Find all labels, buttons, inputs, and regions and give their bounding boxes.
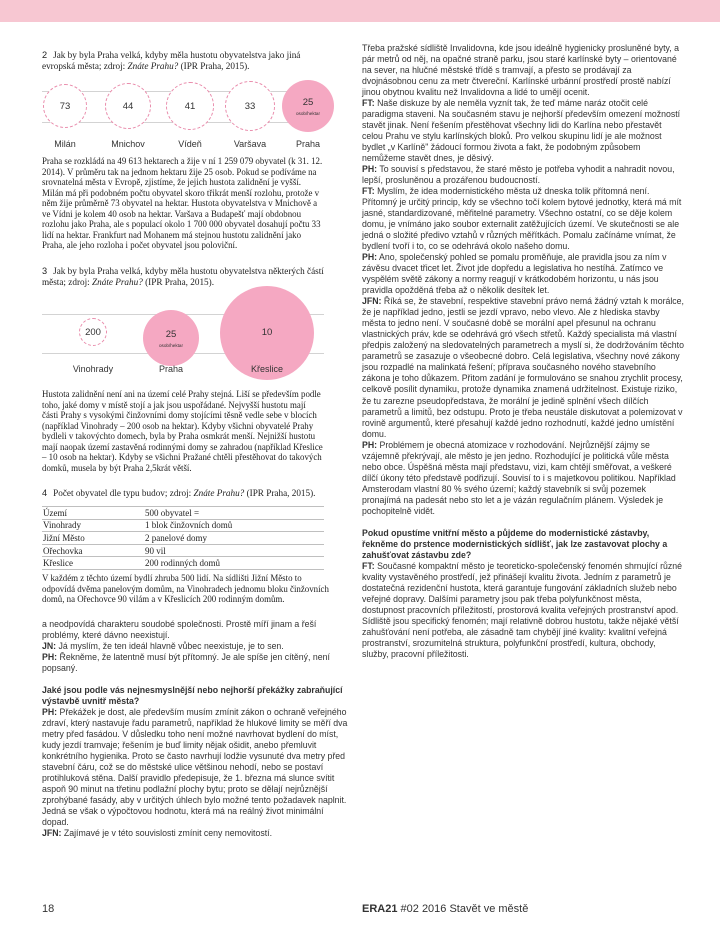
issue-title: #02 2016 Stavět ve městě [400, 903, 529, 915]
table-cell: 90 vil [144, 544, 324, 557]
bubble-label: Varšava [233, 139, 267, 149]
speaker-initials: PH: [362, 439, 378, 450]
caption-text: Počet obyvatel dle typu budov; [53, 488, 168, 498]
density-bubble [166, 82, 214, 130]
article-paragraph: PH: Řekněme, že latentně musí být přítomný. Je ale spíše jen cítěný, není popsaný. [42, 652, 330, 674]
table-row [42, 519, 324, 532]
speaker-initials: JN: [42, 641, 57, 652]
article-paragraph: PH: To souvisí s představou, že staré město je potřeba vyhodit a nahradit novou, lepší, prosluněnou a prozářenou budoucností. [362, 164, 675, 186]
top-color-bar [0, 0, 720, 22]
bubble-label: Křeslice [250, 364, 283, 374]
caption-text: Jak by byla Praha velká, kdyby měla hustotu obyvatelstva některých částí města; [42, 266, 324, 287]
caption-number: 3 [42, 266, 48, 276]
table-cell: Křeslice [42, 557, 144, 570]
bubble-value: 73 [59, 101, 71, 112]
caption-source-suffix: (IPR Praha, 2015). [145, 277, 215, 287]
table-cell: Ořechovka [42, 544, 144, 557]
density-bubble [105, 83, 151, 129]
speaker-initials: JFN: [42, 828, 62, 839]
table-cell: 200 rodinných domů [144, 557, 324, 570]
speaker-initials: FT: [362, 560, 375, 571]
table-cell: 1 blok činžovních domů [144, 519, 324, 532]
article-column-left [42, 619, 348, 839]
bubble-value: 25 [165, 329, 177, 340]
table-row [42, 507, 324, 520]
bubble-unit: osob/hektar [158, 343, 183, 348]
caption-source-title: Znáte Prahu? [193, 488, 245, 498]
density-bubble [143, 310, 199, 366]
density-bubble [43, 84, 87, 128]
article-paragraph: Třeba pražské sídliště Invalidovna, kde jsou ideálně hygienicky prosluněné byty, a pár metrů od něj, na opačné straně parku, jsou staré karlínské byty – orientované na sever, na hlučné městské třídě s tramvají, a přesto se prodávají za dvojnásobnou cenu za metr čtvereční. Karlínské urbánní prostředí prostě nabízí jinou obytnou kvalitu než Invalidovna a lidé to umějí ocenit. [362, 43, 679, 98]
table-cell: Jižní Město [42, 532, 144, 545]
caption-source-suffix: (IPR Praha, 2015). [180, 61, 250, 71]
figure-text-4: V každém z těchto území bydlí zhruba 500 lidí. Na sídlišti Jižní Město to odpovídá dvěma panelovým domům, na Vinohradech jednomu bloku činžovních domů, na Ořechovce 90 vilám a v Křeslicích 200 rodinným domům. [42, 573, 329, 604]
building-type-table [42, 506, 324, 570]
speaker-initials: PH: [42, 707, 58, 718]
page-number: 18 [42, 903, 55, 915]
table-row [42, 544, 324, 557]
figure-text-3: Hustota zalidnění není ani na území celé Prahy stejná. Liší se především podle toho, jaké domy v místě stojí a jak jsou uspořádané. Nejvyšší hustotu mají části Prahy s vysokými činžovními domy stojícími těsně vedle sebe v blocích (například Vinohrady – 200 osob na hektar). Kdyby všichni obyvatelé Prahy bydleli v takovýchto domech, byla by Praha osmkrát menší. Nejnižší hustotu mají naopak území zastavěná rodinnými domy se zahradou (například Křeslice – 10 osob na hektar). Kdyby se všichni Pražané chtěli přestěhovat do takových domků, musela by být Praha 2,5krát větší. [42, 389, 323, 473]
bubble-unit: osob/hektar [295, 111, 320, 116]
footer-issue [362, 903, 528, 915]
article-paragraph: PH: Překážek je dost, ale především musím zmínit zákon o ochraně veřejného zdraví, který nastavuje řadu parametrů, například že hlukové limity se měří dva metry před fasádou. V důsledku toho není možné navrhovat bydlení do míst, kudy jezdí tramvaje; řešením je buď limity nějak ošidit, anebo přemluvit konkrétního hygienika. Proto se často navrhují lodžie vysunuté dva metry před stavební čáru, což se do městské ulice většinou nehodí, nebo se postaví protihluková stěna. Další pravidlo předepisuje, že 1. března má slunce svítit aspoň 90 minut na třetinu podlažní plochy bytu; proto se dělají nejrůznější zprohýbané fasády, aby v určitých úhlech bylo možné tento požadavek naplnit. Jedná se však o výpočtovou hodnotu, která má na reálný život minimální dopad. [42, 707, 348, 828]
article-paragraph: FT: Naše diskuze by ale neměla vyznít tak, že teď máme naráz otočit celé paradigma staveni. Na současném stavu je nejhorší především omezení možností stavět jinak. Není řešením přestěhovat všechny lidi do Karlína nebo přestavět celou Prahu ve stylu karlínských bloků. Pro velkou skupinu lidí je ale možnost bydlet „v Karlíně" žádoucí formou života a fakt, že podobným způsobem nemůžeme stavět dnes, je děsivý. [362, 98, 681, 164]
speaker-initials: PH: [42, 652, 58, 663]
table-cell: Vinohrady [42, 519, 144, 532]
interview-question: Pokud opustíme vnitřní město a půjdeme do modernistické zástavby, řekněme do prstence modernistických sídlišť, jak lze zastavovat plochy a zahušťovat zástavbu zde? [362, 527, 668, 560]
density-bubble [225, 81, 275, 131]
article-paragraph: JFN: Zajímavé je v této souvislosti zmínit ceny nemovitostí. [42, 828, 273, 839]
figure-caption-4 [42, 488, 332, 499]
bubble-value: 44 [122, 101, 134, 112]
caption-number: 4 [42, 488, 48, 498]
article-paragraph: PH: Problémem je obecná atomizace v rozhodování. Nejrůznější zájmy se vzájemně překrývají, ale město je jen jedno. Rozhodující je politická vůle města nebo obce. Úspěšná města mají představu, vizi, kam chtějí směřovat, a veškeré dílčí úkony této představě podřizují. Souvisí to i s majetkovou politikou. Například Amsterodam vlastní 80 % svého území; každý stavebník si svůj pozemek pronajímá na padesát nebo sto let a je vázán regulačním plánem. Výsledek je pochopitelně vidět. [362, 439, 676, 516]
article-column-right [362, 43, 684, 660]
figure-caption-3 [42, 266, 324, 288]
article-paragraph: PH: Ano, společenský pohled se pomalu proměňuje, ale pravidla jsou za ním v závěsu dvacet třicet let. Život jde dopředu a legislativa ho nestíhá. Zatímco ve vyspělém světě zákony a normy reagují v krátkodobém horizontu, u nás jsou pravidla opožděná třeba až o několik desítek let. [362, 252, 667, 296]
bubble-value: 25 [302, 97, 314, 108]
bubble-value: 33 [244, 101, 256, 112]
figure-text-2: Praha se rozkládá na 49 613 hektarech a žije v ní 1 259 079 obyvatel (k 31. 12. 2014). V průměru tak na jednom hektaru žije 25 osob. Pokud se podíváme na srovnatelná města v Evropě, zjistíme, že jejich hustota zalidnění je vyšší. Milán má při podobném počtu obyvatel skoro třikrát menší rozlohu, protože v něm žije průměrně 73 obyvatel na hektar. Hustota obyvatelstva v Mnichově a ve Vídni je kolem 40 osob na hektar. Varšava a Budapešť mají obdobnou rozlohu jako Praha, ale s populací okolo 1 700 000 obyvatel dosahují počtu 33 lidí na hektar. Frankfurt nad Mohanem má stejnou hustotu zalidnění jako Praha, ale jeho rozloha i počet obyvatel jsou poloviční. [42, 156, 323, 250]
speaker-initials: JFN: [362, 296, 382, 307]
bubble-label: Vinohrady [72, 364, 114, 374]
density-bubble [282, 80, 334, 132]
caption-source-title: Znáte Prahu? [127, 61, 179, 71]
magazine-name: ERA21 [362, 903, 398, 915]
speaker-initials: PH: [362, 164, 378, 175]
caption-source-title: Znáte Prahu? [92, 277, 143, 287]
figure-caption-2 [42, 50, 324, 72]
article-paragraph: JFN: Říká se, že stavební, respektive stavební právo nemá žádný vztah k morálce, že je například jedno, jestli se jezdí vpravo, nebo vlevo. Ale z hlediska stavby města to jedno není. V současné době se morální apel přesunul na ochranu vlastnických práv, kde se odehrává gró všech střetů. Každý specialista má vlastní předpis založený na sledovatelných parametrech a myslí si, že dodržováním těchto parametrů se zasazuje o všeobecné dobro. Celá legislativa, všechny nové zákony jsou rozpadlé na malinkatá řešení; příprava současného nového stavebního zákona je toho důkazem. Přitom zadání je formulováno se snahou zrychlit procesy, celkově posílit dynamiku, protože dynamika znamená udržitelnost. Existuje riziko, že tu zarezne pseudopředstava, že morální je jedině splnění všech dílčích parametrů a limitů, bez odstupu. Proto je třeba neustále diskutovat a polemizovat v rovině argumentů, které přesahují každé jedno rozhodnutí, každé jedno umístění domu. [362, 296, 684, 439]
table-cell: 2 panelové domy [144, 532, 324, 545]
speaker-initials: PH: [362, 252, 378, 263]
article-paragraph: FT: Myslím, že idea modernistického města už dneska tolik přítomná není. Přítomný je určitý princip, kdy se všechno točí kolem bytové jednotky, která má mít jasné, standardizované, měřitelné parametry. Všechno ostatní, co se děje kolem domu, je vnímáno jako soubor externalit zatěžujících území. Ve skutečnosti se ale jedná o složité předivo vztahů v různých měřítkách. Pomalu začínáme vnímat, že bydlení tvoří i to, co se odehrává okolo našeho domu. [362, 186, 682, 252]
bubble-label: Praha [158, 364, 184, 374]
table-cell: 500 obyvatel = [144, 507, 324, 520]
caption-source-suffix: (IPR Praha, 2015). [246, 488, 316, 498]
density-bubble [79, 318, 107, 346]
bubble-value: 41 [184, 101, 196, 112]
bubble-value: 10 [261, 327, 273, 338]
bubble-label: Vídeň [178, 139, 202, 149]
article-paragraph: a neodpovídá charakteru soudobé společnosti. Prostě míří jinam a řeší problémy, které dávno neexistují. [42, 619, 317, 641]
caption-source-prefix: zdroj: [68, 277, 90, 287]
bubble-value: 200 [85, 327, 101, 338]
table-cell: Území [42, 507, 144, 520]
article-paragraph: FT: Současné kompaktní město je teoreticko-společenský fenomén shrnující různé kvality vystavěného prostředí, jež přinášejí kvalitu života. Jedním z parametrů je dostatečná rezidenční hustota, která garantuje fungování základních služeb nebo veřejné dopravy. Dalšími parametry jsou pak třeba polyfunkčnost města, dostupnost pracovních příležitostí, prostorová kvalita veřejných prostranství apod. Sídliště jsou specifický fenomén; mají relativně dobrou hustotu, takže nějaké větší zahušťování není potřeba, ale zásadně tam chybějí jiné kvality: kvalitní veřejná prostranství, srozumitelná struktura, polyfunkční prostředí, kultura, obchody, služby, pracovní příležitosti. [362, 560, 683, 659]
caption-source-prefix: zdroj: [169, 488, 192, 498]
speaker-initials: FT: [362, 186, 375, 197]
interview-question: Jaké jsou podle vás nejnesmyslnější nebo nejhorší překážky zabraňující výstavbě uvnitř města? [42, 685, 343, 707]
bubble-label: Mnichov [111, 139, 145, 149]
bubble-label: Praha [295, 139, 321, 149]
caption-text: Jak by byla Praha velká, kdyby měla hustotu obyvatelstva jako jiná evropská města; [42, 50, 301, 71]
table-row [42, 557, 324, 570]
speaker-initials: FT: [362, 98, 375, 109]
bubble-label: Milán [54, 139, 76, 149]
article-paragraph: JN: Já myslím, že ten ideál hlavně vůbec neexistuje, je to sen. [42, 641, 284, 652]
caption-source-prefix: zdroj: [103, 61, 126, 71]
caption-number: 2 [42, 50, 48, 60]
table-row [42, 532, 324, 545]
